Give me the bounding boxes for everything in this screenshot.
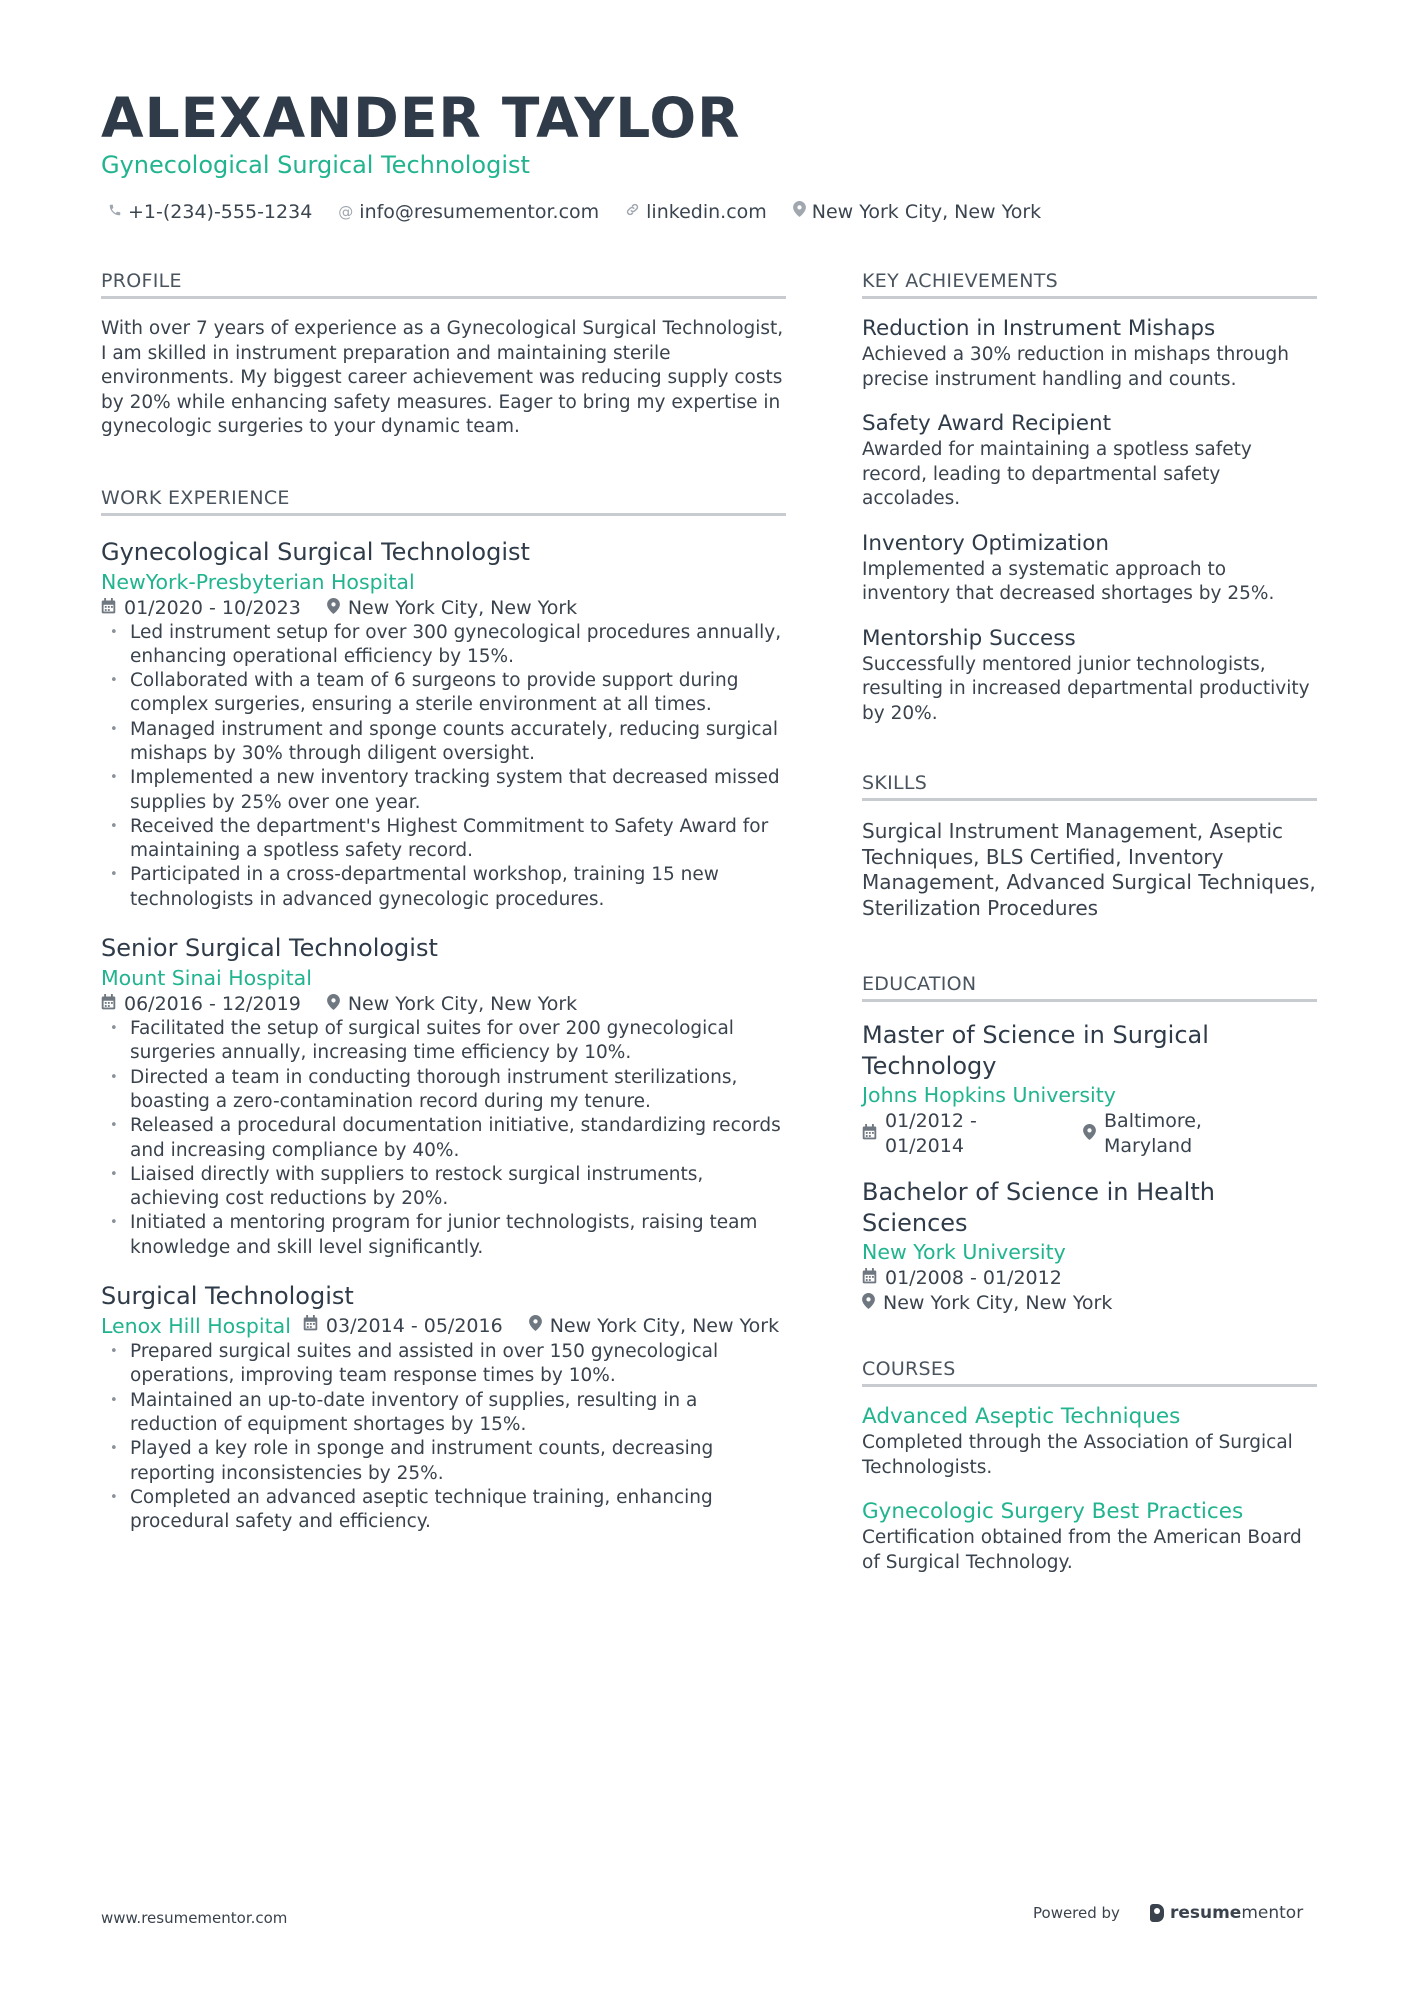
job-bullets: [101, 621, 786, 913]
bullet-item: • Initiated a mentoring program for junior technologists, raising team knowledge and skill level significantly.: [101, 1211, 786, 1260]
contact-bar: [108, 199, 1067, 225]
achievement-title: Reduction in Instrument Mishaps: [862, 316, 1216, 341]
education-heading: EDUCATION: [862, 971, 1317, 1002]
achievement-item: [862, 315, 1317, 392]
education-dates-text: 01/2008 - 01/2012: [885, 1267, 1062, 1289]
course-title: Advanced Aseptic Techniques: [862, 1404, 1181, 1429]
education-item: [862, 1177, 1317, 1316]
calendar-icon: [862, 1266, 877, 1291]
phone-text: +1-(234)-555-1234: [128, 201, 313, 223]
achievement-item: [862, 410, 1317, 512]
calendar-icon: [303, 1312, 318, 1340]
job-location: [529, 1312, 779, 1340]
skills-heading: SKILLS: [862, 770, 1317, 801]
at-icon: @: [338, 203, 354, 221]
course-item: [862, 1498, 1317, 1575]
job-dates-text: 03/2014 - 05/2016: [325, 1315, 503, 1338]
achievement-title: Mentorship Success: [862, 625, 1076, 651]
job-entry: [101, 536, 786, 913]
candidate-name: ALEXANDER TAYLOR: [101, 86, 741, 150]
job-company: NewYork-Presbyterian Hospital: [101, 569, 415, 594]
education-dates-text: 01/2012 - 01/2014: [885, 1110, 977, 1157]
education-location-text: New York City, New York: [883, 1292, 1113, 1314]
job-meta: [101, 992, 786, 1017]
link-icon: [625, 199, 640, 225]
education-school: Johns Hopkins University: [862, 1083, 1116, 1107]
right-column: [862, 268, 1317, 1575]
achievement-desc: Successfully mentored junior technologists, resulting in increased departmental productivity by 20%.: [862, 653, 1310, 724]
course-title: Gynecologic Surgery Best Practices: [862, 1499, 1244, 1524]
skills-text: Surgical Instrument Management, Aseptic Techniques, BLS Certified, Inventory Management, Advanced Surgical Techniques, Sterilization Procedures: [862, 819, 1316, 920]
bullet-item: • Played a key role in sponge and instrument counts, decreasing reporting inconsistencies by 25%.: [101, 1437, 786, 1486]
job-dates-text: 06/2016 - 12/2019: [124, 993, 301, 1016]
job-location: [327, 596, 577, 621]
map-pin-icon: [793, 199, 806, 225]
achievement-desc: Implemented a systematic approach to inventory that decreased shortages by 25%.: [862, 558, 1275, 604]
education-degree: Master of Science in Surgical Technology: [862, 1021, 1209, 1080]
job-meta: [101, 596, 786, 621]
achievement-title: Safety Award Recipient: [862, 411, 1112, 436]
location-text: New York City, New York: [811, 201, 1042, 223]
achievement-desc: Achieved a 30% reduction in mishaps through precise instrument handling and counts.: [862, 344, 1290, 390]
job-location: [327, 992, 577, 1017]
footer-branding: [1033, 1903, 1303, 1923]
contact-linkedin[interactable]: [625, 199, 767, 225]
bullet-item: • Facilitated the setup of surgical suites for over 200 gynecological surgeries annually, increasing time efficiency by 10%.: [101, 1017, 786, 1066]
bullet-item: • Directed a team in conducting thorough instrument sterilizations, boasting a zero-contamination record during my tenure.: [101, 1066, 786, 1115]
candidate-role: Gynecological Surgical Technologist: [101, 151, 530, 179]
education-item: [862, 1020, 1317, 1159]
bullet-item: • Liaised directly with suppliers to restock surgical instruments, achieving cost reductions by 20%.: [101, 1163, 786, 1212]
job-title: Gynecological Surgical Technologist: [101, 537, 530, 566]
work-experience-heading: WORK EXPERIENCE: [101, 485, 786, 516]
profile-heading: PROFILE: [101, 268, 786, 299]
achievement-title: Inventory Optimization: [862, 530, 1110, 556]
job-location-text: New York City, New York: [347, 596, 578, 619]
job-meta: [101, 1312, 786, 1340]
key-achievements-heading: KEY ACHIEVEMENTS: [862, 268, 1317, 299]
contact-location: [793, 199, 1041, 225]
bullet-item: • Released a procedural documentation initiative, standardizing records and increasing compliance by 40%.: [101, 1114, 786, 1163]
left-column: [101, 268, 786, 1534]
calendar-icon: [862, 1122, 877, 1147]
contact-phone[interactable]: [108, 199, 312, 225]
footer-website[interactable]: www.resumementor.com: [101, 1909, 288, 1927]
map-pin-icon: [1083, 1122, 1096, 1147]
education-meta: [862, 1109, 1317, 1159]
job-bullets: [101, 1340, 786, 1534]
map-pin-icon: [327, 596, 340, 621]
bullet-item: • Managed instrument and sponge counts accurately, reducing surgical mishaps by 30% through diligent oversight.: [101, 718, 786, 767]
achievement-desc: Awarded for maintaining a spotless safety record, leading to departmental safety accolades.: [862, 439, 1252, 509]
bullet-item: • Participated in a cross-departmental workshop, training 15 new technologists in advanced gynecologic procedures.: [101, 863, 786, 912]
bullet-item: • Received the department's Highest Commitment to Safety Award for maintaining a spotless safety record.: [101, 815, 786, 864]
profile-text: With over 7 years of experience as a Gynecological Surgical Technologist, I am skilled in instrument preparation and maintaining sterile environments. My biggest career achievement was reducing supply costs by 20% while enhancing safety measures. Eager to bring my expertise in gynecologic surgeries to your dynamic team.: [101, 318, 784, 437]
bullet-item: • Collaborated with a team of 6 surgeons to provide support during complex surgeries, ensuring a sterile environment at all times.: [101, 669, 786, 718]
education-degree: Bachelor of Science in Health Sciences: [862, 1178, 1215, 1237]
brand-mark-icon: [1150, 1904, 1164, 1922]
education-location: [862, 1291, 1317, 1316]
job-bullets: [101, 1017, 786, 1260]
job-title: Senior Surgical Technologist: [101, 934, 438, 963]
job-entry: [101, 1280, 786, 1534]
brand-name-light: mentor: [1241, 1903, 1304, 1923]
course-desc: Completed through the Association of Surgical Technologists.: [862, 1432, 1293, 1478]
job-company: Lenox Hill Hospital: [101, 1314, 291, 1339]
bullet-item: • Maintained an up-to-date inventory of supplies, resulting in a reduction of equipment shortages by 15%.: [101, 1389, 786, 1438]
education-location: [1083, 1109, 1291, 1159]
job-company: Mount Sinai Hospital: [101, 966, 312, 991]
powered-by-label: Powered by: [1033, 1904, 1120, 1922]
calendar-icon: [101, 992, 116, 1017]
job-title: Surgical Technologist: [101, 1282, 354, 1311]
brand-logo[interactable]: [1150, 1903, 1303, 1923]
achievement-item: [862, 625, 1317, 727]
contact-email[interactable]: [338, 199, 599, 225]
job-dates: [101, 992, 301, 1017]
course-item: [862, 1403, 1317, 1480]
job-dates: [303, 1312, 503, 1340]
achievement-item: [862, 530, 1317, 607]
job-dates-text: 01/2020 - 10/2023: [124, 596, 301, 619]
linkedin-text: linkedin.com: [646, 201, 767, 223]
email-text: info@resumementor.com: [359, 201, 600, 223]
job-location-text: New York City, New York: [549, 1315, 780, 1338]
education-school: New York University: [862, 1240, 1066, 1264]
course-desc: Certification obtained from the American Board of Surgical Technology.: [862, 1527, 1302, 1573]
job-location-text: New York City, New York: [347, 993, 578, 1016]
bullet-item: • Led instrument setup for over 300 gynecological procedures annually, enhancing operational efficiency by 15%.: [101, 621, 786, 670]
calendar-icon: [101, 596, 116, 621]
bullet-item: • Implemented a new inventory tracking system that decreased missed supplies by 25% over one year.: [101, 766, 786, 815]
map-pin-icon: [327, 992, 340, 1017]
job-entry: [101, 932, 786, 1260]
education-dates: [862, 1109, 1057, 1159]
education-dates: [862, 1266, 1317, 1291]
phone-icon: [108, 199, 122, 225]
job-dates: [101, 596, 301, 621]
bullet-item: • Prepared surgical suites and assisted in over 150 gynecological operations, improving team response times by 10%.: [101, 1340, 786, 1389]
brand-name-bold: resume: [1169, 1903, 1242, 1923]
education-location-text: Baltimore, Maryland: [1104, 1110, 1202, 1157]
map-pin-icon: [529, 1312, 542, 1340]
courses-heading: COURSES: [862, 1356, 1317, 1387]
map-pin-icon: [862, 1291, 875, 1316]
bullet-item: • Completed an advanced aseptic technique training, enhancing procedural safety and efficiency.: [101, 1486, 786, 1535]
